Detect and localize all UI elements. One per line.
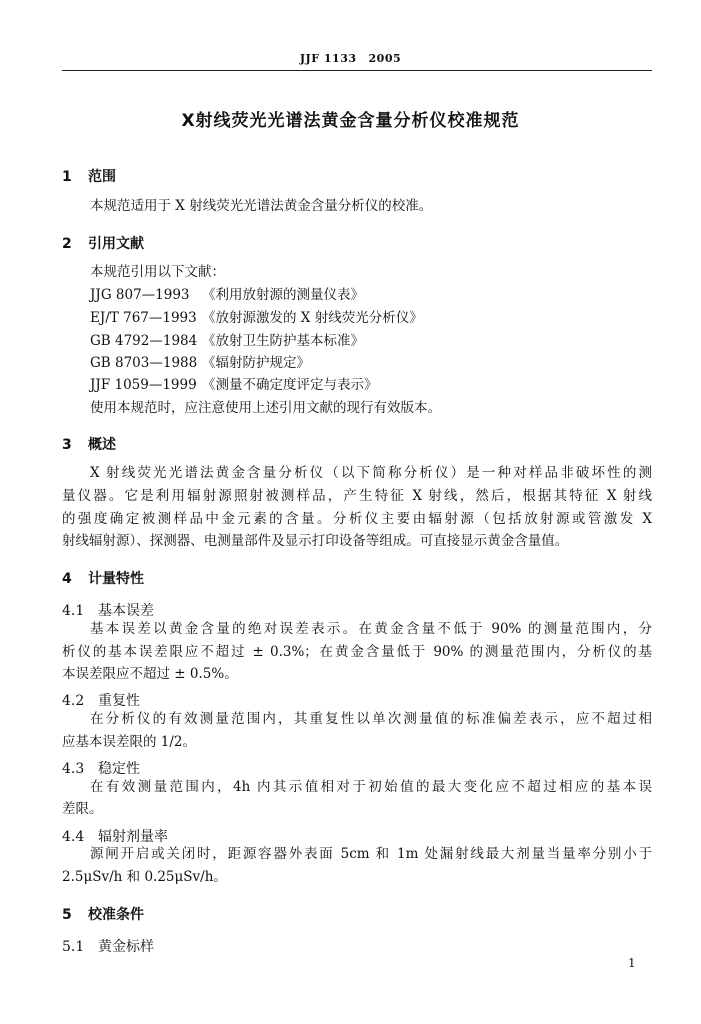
reference-code: JJF 1059—1999 xyxy=(90,377,197,393)
section-number: 1 xyxy=(62,169,72,185)
paragraph-line: 2.5μSv/h 和 0.25μSv/h。 xyxy=(62,869,227,885)
paragraph-line: 在分析仪的有效测量范围内，其重复性以单次测量值的标准偏差表示，应不超过相 xyxy=(90,711,652,727)
paragraph-line: 的强度确定被测样品中金元素的含量。分析仪主要由辐射源（包括放射源或管激发 X xyxy=(62,511,652,527)
subsection-title: 基本误差 xyxy=(98,603,154,619)
reference-name: 《放射卫生防护基本标准》 xyxy=(202,333,364,349)
subsection-4-3-heading xyxy=(62,758,140,778)
reference-name: 《利用放射源的测量仪表》 xyxy=(202,287,364,303)
paragraph-line: 在有效测量范围内，4h 内其示值相对于初始值的最大变化应不超过相应的基本误 xyxy=(90,779,652,795)
section-number: 4 xyxy=(62,571,72,587)
paragraph-line: 本误差限应不超过 ± 0.5%。 xyxy=(62,666,238,682)
paragraph-line: 源闸开启或关闭时，距源容器外表面 5cm 和 1m 处漏射线最大剂量当量率分别小于 xyxy=(90,846,652,862)
paragraph-line: X 射线荧光光谱法黄金含量分析仪（以下简称分析仪）是一种对样品非破坏性的测 xyxy=(90,465,652,481)
subsection-number: 4.1 xyxy=(62,603,85,619)
reference-item xyxy=(90,379,378,393)
section-1-heading xyxy=(62,166,116,186)
reference-name: 《辐射防护规定》 xyxy=(202,355,310,371)
subsection-number: 5.1 xyxy=(62,939,85,955)
subsection-5-1-heading xyxy=(62,936,154,956)
page-number: 1 xyxy=(628,956,636,970)
section-1-text: 本规范适用于 X 射线荧光光谱法黄金含量分析仪的校准。 xyxy=(90,198,433,214)
section-2-heading xyxy=(62,233,144,253)
reference-item xyxy=(90,312,423,326)
paragraph-line: 应基本误差限的 1/2。 xyxy=(62,734,197,750)
section-title: 概述 xyxy=(88,437,116,453)
subsection-title: 辐射剂量率 xyxy=(98,829,168,845)
reference-code: GB 4792—1984 xyxy=(90,333,198,349)
header-rule xyxy=(62,70,652,71)
section-number: 5 xyxy=(62,907,72,923)
reference-code: JJG 807—1993 xyxy=(90,287,190,303)
reference-item xyxy=(90,357,310,371)
running-header xyxy=(0,52,701,65)
section-4-heading xyxy=(62,568,144,588)
section-title: 校准条件 xyxy=(88,907,144,923)
subsection-4-4-heading xyxy=(62,826,168,846)
paragraph-line: 射线辐射源）、探测器、电测量部件及显示打印设备等组成。可直接显示黄金含量值。 xyxy=(62,533,569,549)
reference-name: 《测量不确定度评定与表示》 xyxy=(202,377,378,393)
references-intro: 本规范引用以下文献： xyxy=(90,264,225,280)
reference-item xyxy=(90,335,364,349)
subsection-title: 黄金标样 xyxy=(98,939,154,955)
paragraph-line: 差限。 xyxy=(62,801,103,817)
subsection-number: 4.3 xyxy=(62,761,85,777)
section-title: 范围 xyxy=(88,169,116,185)
section-number: 2 xyxy=(62,236,72,252)
references-outro: 使用本规范时，应注意使用上述引用文献的现行有效版本。 xyxy=(90,400,441,416)
section-3-heading xyxy=(62,434,116,454)
subsection-title: 重复性 xyxy=(98,693,140,709)
section-title: 引用文献 xyxy=(88,236,144,252)
header-code: JJF 1133 xyxy=(299,52,357,65)
document-title: X射线荧光光谱法黄金含量分析仪校准规范 xyxy=(181,111,520,131)
paragraph-line: 量仪器。它是利用辐射源照射被测样品，产生特征 X 射线，然后，根据其特征 X 射线 xyxy=(62,488,652,504)
subsection-title: 稳定性 xyxy=(98,761,140,777)
reference-name: 《放射源激发的 X 射线荧光分析仪》 xyxy=(202,310,423,326)
section-5-heading xyxy=(62,904,144,924)
subsection-number: 4.4 xyxy=(62,829,85,845)
reference-code: GB 8703—1988 xyxy=(90,355,198,371)
reference-code: EJ/T 767—1993 xyxy=(90,310,197,326)
paragraph-line: 析仪的基本误差限应不超过 ± 0.3%；在黄金含量低于 90% 的测量范围内，分析仪的基 xyxy=(62,644,652,660)
section-title: 计量特性 xyxy=(88,571,144,587)
paragraph-line: 基本误差以黄金含量的绝对误差表示。在黄金含量不低于 90% 的测量范围内，分 xyxy=(90,621,652,637)
section-number: 3 xyxy=(62,437,72,453)
reference-item xyxy=(90,289,364,303)
subsection-4-2-heading xyxy=(62,690,140,710)
header-year: 2005 xyxy=(368,52,402,65)
subsection-number: 4.2 xyxy=(62,693,85,709)
subsection-4-1-heading xyxy=(62,600,154,620)
